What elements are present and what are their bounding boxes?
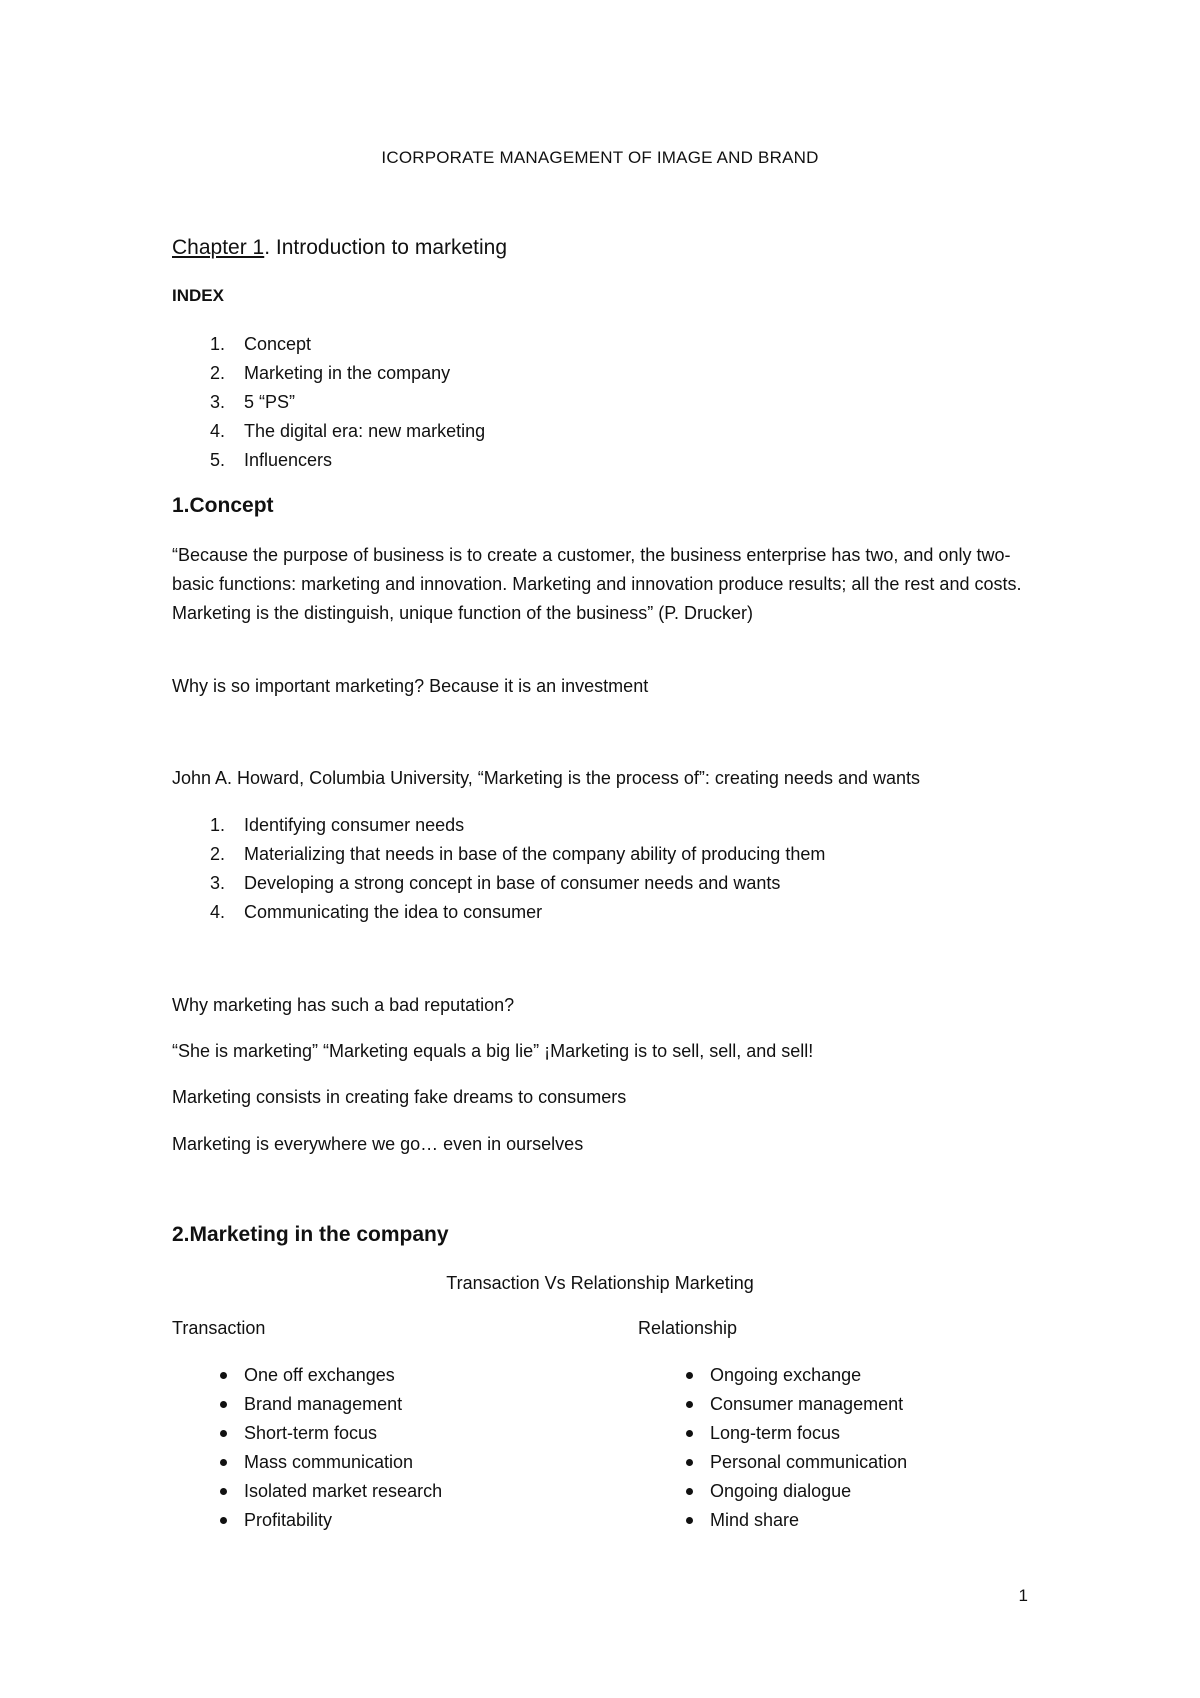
- index-heading: INDEX: [172, 286, 224, 305]
- howard-item-number: 2.: [210, 844, 226, 864]
- bullet-icon: [220, 1430, 227, 1437]
- howard-item-text: Communicating the idea to consumer: [244, 902, 543, 922]
- section-heading-concept: 1.Concept: [172, 494, 274, 517]
- bullet-icon: [220, 1517, 227, 1524]
- bullet-icon: [686, 1517, 693, 1524]
- bullet-icon: [220, 1488, 227, 1495]
- marketing-quotes: “She is marketing” “Marketing equals a big lie” ¡Marketing is to sell, sell, and sell!: [172, 1041, 814, 1061]
- fake-dreams-text: Marketing consists in creating fake dreams to consumers: [172, 1087, 627, 1107]
- howard-item-text: Identifying consumer needs: [244, 815, 465, 835]
- chapter-label: Chapter 1: [172, 236, 265, 259]
- transaction-item-text: Profitability: [244, 1510, 333, 1530]
- relationship-item-text: Personal communication: [710, 1452, 908, 1472]
- howard-item-number: 4.: [210, 902, 226, 922]
- index-item-number: 2.: [210, 363, 226, 383]
- bullet-icon: [686, 1372, 693, 1379]
- relationship-label: Relationship: [638, 1318, 738, 1338]
- transaction-item-text: Isolated market research: [244, 1481, 443, 1501]
- bullet-icon: [220, 1459, 227, 1466]
- bullet-icon: [220, 1401, 227, 1408]
- transaction-item-text: One off exchanges: [244, 1365, 395, 1385]
- document-title: ICORPORATE MANAGEMENT OF IMAGE AND BRAND: [381, 148, 819, 167]
- index-item-text: Concept: [244, 334, 312, 354]
- relationship-item-text: Consumer management: [710, 1394, 904, 1414]
- howard-item-text: Materializing that needs in base of the company ability of producing them: [244, 844, 826, 864]
- relationship-item-text: Ongoing exchange: [710, 1365, 862, 1385]
- howard-item-number: 1.: [210, 815, 226, 835]
- relationship-item-text: Mind share: [710, 1510, 800, 1530]
- page-number: 1: [1018, 1586, 1028, 1605]
- transaction-item-text: Short-term focus: [244, 1423, 378, 1443]
- index-item-text: Marketing in the company: [244, 363, 451, 383]
- index-item-number: 4.: [210, 421, 226, 441]
- bullet-icon: [220, 1372, 227, 1379]
- index-item-text: 5 “PS”: [244, 392, 296, 412]
- bullet-icon: [686, 1459, 693, 1466]
- relationship-item-text: Ongoing dialogue: [710, 1481, 852, 1501]
- index-item-number: 5.: [210, 450, 226, 470]
- howard-item-number: 3.: [210, 873, 226, 893]
- chapter-title: . Introduction to marketing: [264, 236, 508, 259]
- index-item-number: 3.: [210, 392, 226, 412]
- everywhere-text: Marketing is everywhere we go… even in ourselves: [172, 1134, 584, 1154]
- bullet-icon: [686, 1401, 693, 1408]
- transaction-item-text: Brand management: [244, 1394, 403, 1414]
- why-important-text: Why is so important marketing? Because it is an investment: [172, 676, 649, 696]
- chapter-heading: [172, 236, 507, 260]
- index-item-text: Influencers: [244, 450, 333, 470]
- transaction-label: Transaction: [172, 1318, 266, 1338]
- bullet-icon: [686, 1488, 693, 1495]
- transaction-item-text: Mass communication: [244, 1452, 414, 1472]
- howard-definition: John A. Howard, Columbia University, “Marketing is the process of”: creating needs and wants: [172, 768, 921, 788]
- section-heading-marketing-company: 2.Marketing in the company: [172, 1223, 449, 1246]
- howard-item-text: Developing a strong concept in base of consumer needs and wants: [244, 873, 781, 893]
- index-item-number: 1.: [210, 334, 226, 354]
- comparison-title: Transaction Vs Relationship Marketing: [446, 1273, 754, 1293]
- bullet-icon: [686, 1430, 693, 1437]
- relationship-item-text: Long-term focus: [710, 1423, 841, 1443]
- drucker-quote: “Because the purpose of business is to create a customer, the business enterprise has two, and only two- basic functions: marketing and innovation. Marketing and innovation produce results; all the rest and costs. Marketing is the distinguish, unique function of the business” (P. Drucker): [172, 545, 1022, 623]
- bad-reputation-question: Why marketing has such a bad reputation?: [172, 995, 515, 1015]
- index-item-text: The digital era: new marketing: [244, 421, 486, 441]
